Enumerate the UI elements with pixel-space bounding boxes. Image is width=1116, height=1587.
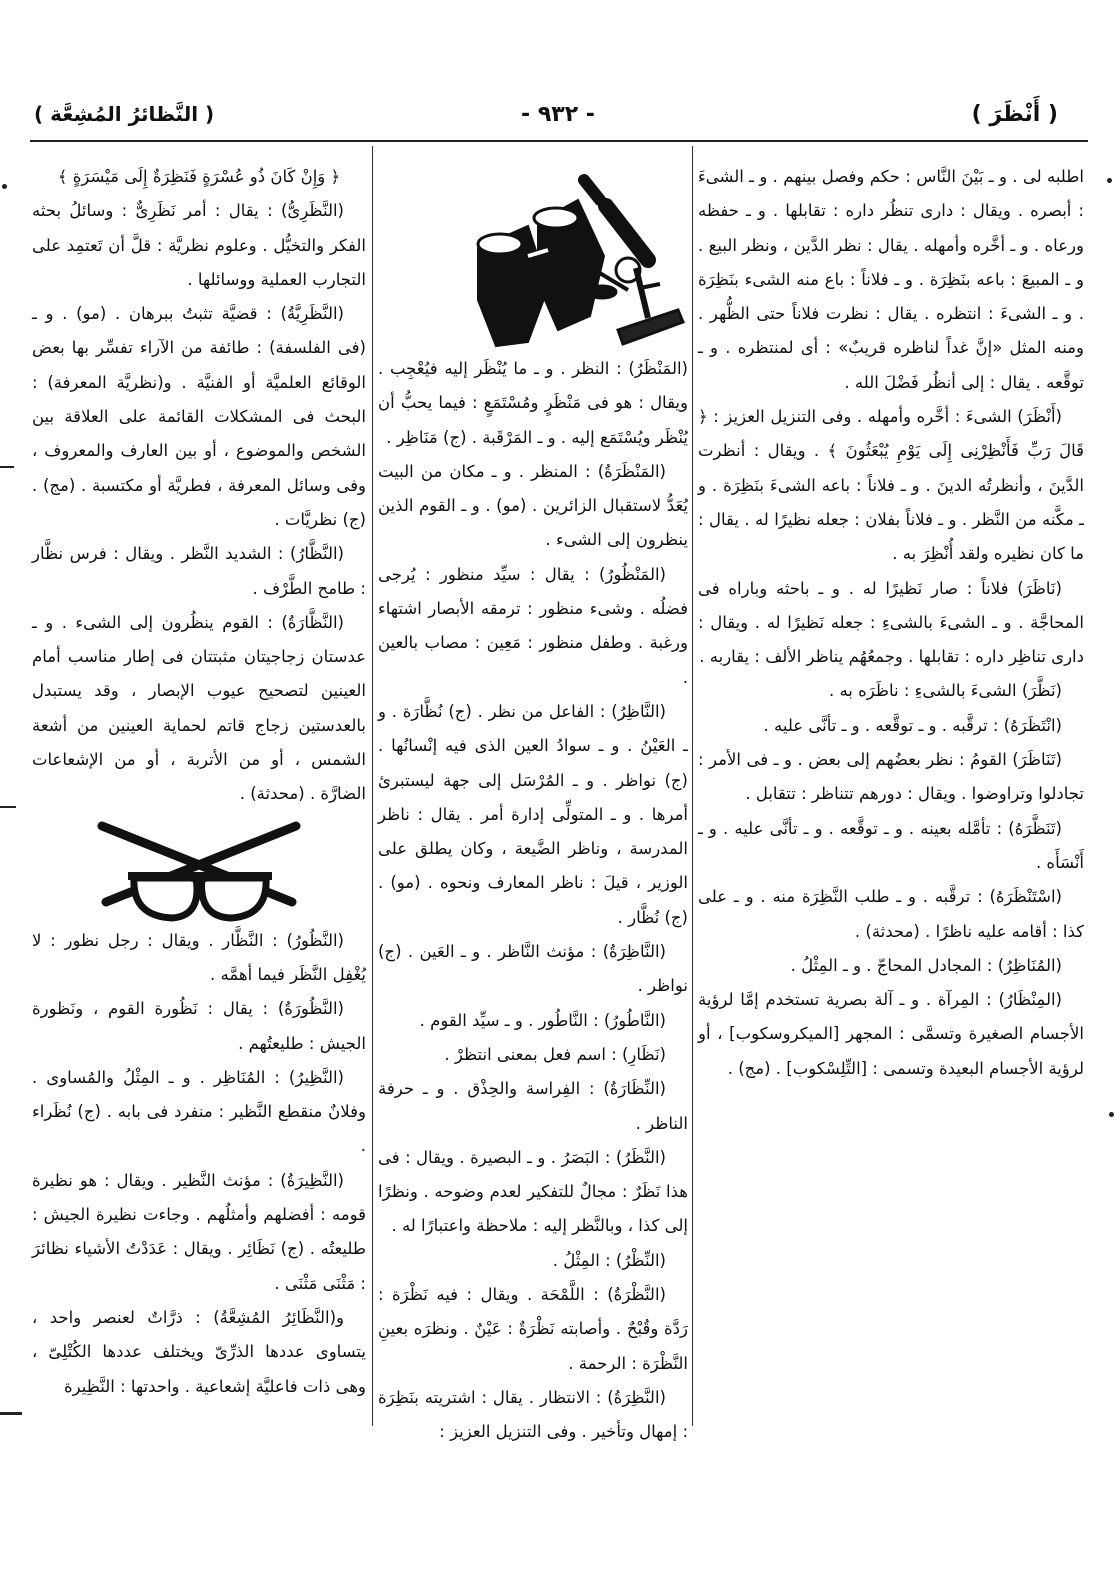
entry-text: (النَّظْرَةُ) : اللَّمْحَة . ويقال : فيه نَظْرَة : رَدَّة وقُبْحٌ . وأصابته نَظْرَةٌ : عَيْنٌ . ونظرَه بعينِ النَّظْرَة : الرحمة .	[378, 1285, 688, 1373]
entry-text: (النَّظَرُ) : البَصَرُ . و ـ البصيرة . ويقال : فى هذا نَظَرٌ : مجالٌ للتفكير لعدم وضوحه . ونظرًا إلى كذا ، وبالنَّظر إليه : ملاحظة واعتبارًا له .	[378, 1147, 688, 1236]
entry-text: (النَّظِيرُ) : المُنَاظِر . و ـ المِثْلُ والمُساوى . وفلانٌ منقطع النَّظير : منفرد فى بابه . (ج) نُظَراء .	[32, 1067, 366, 1156]
quran-verse: ﴿ وَإِنْ كَانَ ذُو عُسْرَةٍ فَنَظِرَةٌ إِلَى مَيْسَرَةٍ ﴾	[57, 167, 341, 186]
entry-text: (اسْتَنْظَرَهُ) : ترقَّبه . و ـ طلب النَّظِرَة منه . و ـ على كذا : أقامه عليه ناظرًا . (محدثة) .	[698, 887, 1084, 941]
header-entry-word: ( أَنْظَرَ )	[971, 102, 1058, 127]
scan-edge-mark	[0, 1412, 22, 1415]
entry-text: (النَّظَّارُ) : الشديد النَّظر . ويقال : فرس نظَّار : طامح الطَّرْف .	[32, 544, 366, 598]
page-header	[0, 96, 1116, 146]
entry-text: (تَنَاظَرَ) القومُ : نظر بعضُهم إلى بعض . و ـ فى الأمر : تجادلوا وتراوضوا . ويقال : دورهم تتناظر : تتقابل .	[698, 750, 1084, 804]
entry-text: (نَظَّرَ) الشىءَ بالشىءِ : ناظَرَه به .	[828, 681, 1062, 701]
scan-dot	[1109, 1112, 1114, 1117]
column-right	[698, 160, 1084, 1428]
entry-text: (النِّظْرُ) : المِثْلُ .	[552, 1250, 666, 1270]
entry-text: (تَنَظَّرَهُ) : تأمَّله بعينه . و ـ توقَّعه . و ـ تأنَّى عليه . و ـ أَنْسَأَه .	[698, 818, 1084, 872]
scan-dot	[1107, 178, 1112, 183]
entry-text: (المَنْظَرُ) : النظر . و ـ ما يُنْظَر إليه فيُعْجِب . ويقال : هو فى مَنْظَرٍ ومُسْتَمَعٍ : فيما يحبُّ أن يُنْظَر ويُسْتَمَع إليه . و ـ المَرْقَبة . (ج) مَنَاظِر .	[378, 359, 688, 447]
entry-text: (نَاظَرَ) فلاناً : صار نَظيرًا له . و ـ باحثه وباراه فى المحاجَّة . و ـ الشىءَ بالشىءِ : جعله نَظيرًا له . ويقال : دارى تناظِر داره : تقابلها . وجمعُهُم يناظر الألف : يقاربه .	[698, 578, 1084, 667]
entry-text: (النَّظُورَةُ) : يقال : نَظُورة القوم ، ونَظورة الجيش : طليعتُهم .	[32, 999, 366, 1053]
entry-text: (أَنْظَرَ) الشىءَ : أخَّره وأمهله . وفى التنزيل العزيز : ﴿ قَالَ رَبِّ فَأَنْظِرْنِى إِلَى يَوْمِ يُبْعَثُونَ ﴾ . ويقال : أنظرت الدَّينَ ، وأنظرتُه الدينَ . و ـ فلاناً : باعه الشىءَ بنَظِرَة . و ـ مكَّنه من النَّظر . و ـ فلاناً بفلان : جعله نظيرًا له . يقال : ما كان نظيره ولقد أُنْظِرَ به .	[698, 407, 1084, 564]
eyeglasses-illustration	[32, 812, 366, 924]
entry-text: (النِّظَارَةُ) : الفِراسة والحِذْق . و ـ حرفة الناظر .	[378, 1079, 688, 1133]
entry-text: و(النَّظَائِرُ المُشِعَّةُ) : ذرَّاتٌ لعنصر واحد ، يتساوى عددها الذرِّىّ ويختلف عددها الكُتْلِىّ ، وهى ذات فاعليَّة إشعاعية . واحدتها : النَّظِيرة	[32, 1307, 366, 1396]
header-last-entry: ( النَّظائرُ المُشِعَّة )	[34, 102, 215, 126]
entry-text: اطلبه لى . و ـ بَيْنَ النَّاس : حكم وفصل بينهم . و ـ الشىءَ : أبصره . ويقال : دارى تنظُر داره : تقابلها . و ـ حفظه ورعاه . و ـ أخَّره وأمهله . يقال : نظر الدَّين ، ونظر البيع . و ـ المبيعَ : باعه بنَظِرَة . و ـ فلاناً : باع منه الشىء بنَظِرَة . و ـ الشىءَ : انتظره . يقال : نظرت فلاناً حتى الظُّهر . ومنه المثل «إنَّ غداً لناظره قريبٌ» : أى لمنتظره . و ـ توقَّعه . يقال : إلى أنظُر فَضْلَ الله .	[698, 167, 1084, 392]
entry-text: (نَظَارِ) : اسم فعل بمعنى انتظرْ .	[444, 1044, 666, 1064]
eyeglasses-icon	[102, 826, 296, 918]
binoculars-icon	[478, 200, 604, 346]
entry-text: (النَّظَرِيَّةُ) : قضيَّة تثبتُ ببرهان . (مو) . و ـ (فى الفلسفة) : طائفة من الآراء تفسِّر بها بعض الوقائع العلميَّة أو الفنيَّة . و(نظريَّة المعرفة) : البحث فى المشكلات القائمة على العلاقة بين الشخص والموضوع ، أو بين العارف والمعروف ، وفى وسائل المعرفة ، فطريَّة أو مكتسبة . (مج) . (ج) نظريَّات .	[32, 304, 366, 529]
entry-text: (المَنْظُورُ) : يقال : سيِّد منظور : يُرجى فضلُه . وشىء منظور : ترمقه الأبصار اشتهاء ورغبة . وطفل منظور : مَعِين : مصاب بالعين .	[378, 564, 688, 687]
entry-text: (النَّظِرَةُ) : الانتظار . يقال : اشتريته بنَظِرَة : إمهال وتأخير . وفى التنزيل العزيز :	[378, 1387, 688, 1442]
scan-edge-mark	[0, 466, 14, 468]
entry-text: (النَّظَرِىُّ) : يقال : أمر نَظَرِىٌّ : وسائلُ بحثه الفكر والتخيُّل . وعلوم نظريَّة : قلَّ أن تَعتمِد على التجارب العملية ووسائلها .	[32, 201, 366, 289]
entry-text: (المِنْظَارُ) : المِرآة . و ـ آلة بصرية تستخدم إمَّا لرؤية الأجسام الصغيرة وتسمَّى : المجهر [الميكروسكوب] ، أو لرؤية الأجسام البعيدة وتسمى : [التِّلِسْكوب] . (مج) .	[698, 990, 1084, 1078]
entry-text: (النَّظُورُ) : النَّظَّار . ويقال : رجل نظور : لا يُغْفِل النَّظَر فيما أهمَّه .	[32, 930, 366, 984]
entry-text: (المَنْظَرَةُ) : المنظر . و ـ مكان من البيت يُعَدُّ لاستقبال الزائرين . (مو) . و ـ القوم الذين ينظرون إلى الشىء .	[378, 461, 688, 550]
scan-dot	[2, 184, 7, 189]
entry-text: (النَّاظِرَةُ) : مؤنث النَّاظر . و ـ العَين . (ج) نواظر .	[378, 942, 688, 996]
column-left	[32, 160, 366, 1428]
entry-text: (النَّاظِرُ) : الفاعل من نظر . (ج) نُظَّارَة . و ـ العَيْنُ . و ـ سوادُ العين الذى فيه إنْسانُها . (ج) نواظر . و ـ المُرْسَل إلى جهة ليستبرئ أمرها . و ـ المتولِّى إدارة أمر . يقال : ناظر المدرسة ، وناظر الضَّيعة ، وكان يطلق على الوزير ، قيلَ : ناظر المعارف ونحوه . (مو) . (ج) نُظَّار .	[378, 701, 688, 927]
entry-text: (انْتَظَرَهُ) : ترقَّبه . و ـ توقَّعه . و ـ تأنَّى عليه .	[763, 715, 1062, 735]
page-number: - ٩٣٢ -	[521, 102, 595, 127]
entry-text: (النَّظَّارَةُ) : القوم ينظُرون إلى الشىء . و ـ عدستان زجاجيتان مثبتتان فى إطار مناسب أمام العينين لتصحيح عيوب الإبصار ، وقد يستبدل بالعدستين زجاج قاتم لحماية العينين من أشعة الشمس ، أو من الأتربة ، أو من الإشعاعات الضارَّة . (محدثة) .	[32, 612, 366, 804]
entry-text: (النَّاطُورُ) : النَّاطُور . و ـ سيِّد القوم .	[419, 1010, 666, 1030]
header-rule	[30, 140, 1088, 142]
entry-text: (المُنَاظِرُ) : المجادل المحاجّ . و ـ المِثْلُ .	[790, 955, 1062, 975]
column-divider-right	[692, 146, 693, 1426]
column-divider-left	[372, 146, 373, 1426]
entry-text: (النَّظِيرَةُ) : مؤنث النَّظير . ويقال : هو نظيرة قومه : أفضلهم وأمثلُهم . وجاءت نظيرة الجيش : طليعتُه . (ج) نَظَائِر . ويقال : عَدَدْتُ الأشياء نظائرَ : مَثْنَى مَثْنَى .	[32, 1170, 366, 1293]
microscope-binoculars-illustration	[378, 160, 688, 352]
scan-edge-mark	[0, 806, 16, 808]
column-middle	[378, 160, 688, 1442]
